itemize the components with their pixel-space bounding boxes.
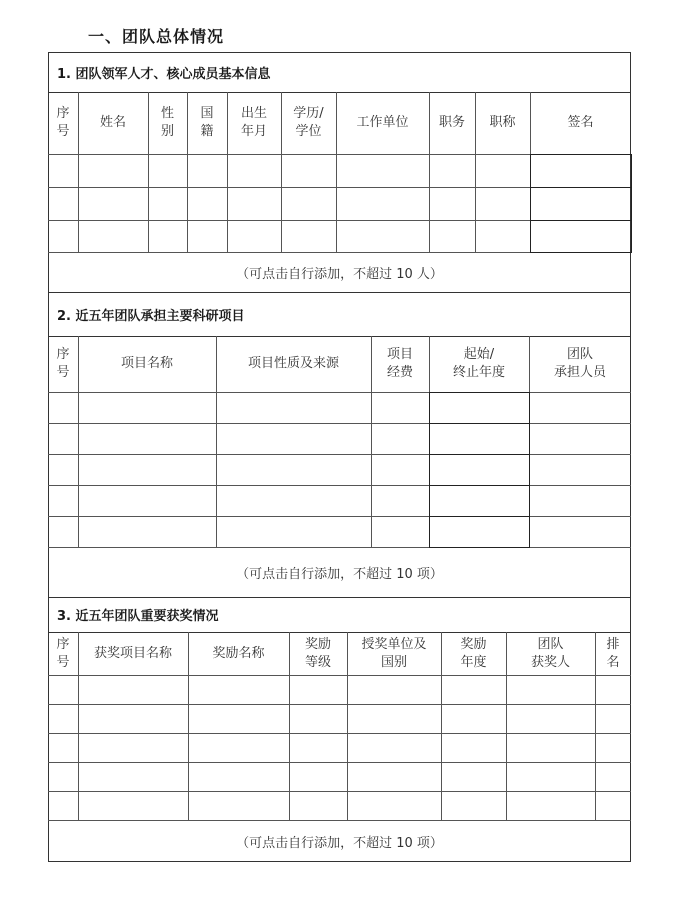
table-cell-field[interactable]	[529, 392, 631, 423]
section-2-title: 2. 近五年团队承担主要科研项目	[57, 308, 245, 324]
table-cell-field[interactable]	[48, 762, 78, 791]
table-cell-field[interactable]	[506, 675, 595, 704]
table-cell-field[interactable]	[595, 762, 631, 791]
table-cell-field[interactable]	[475, 220, 530, 252]
column-header: 出生 年月	[240, 106, 267, 139]
table-cell-field[interactable]	[78, 675, 188, 704]
table-cell-field[interactable]	[506, 704, 595, 733]
table-cell-field[interactable]	[289, 675, 347, 704]
table-cell-field[interactable]	[48, 733, 78, 762]
table-cell-field[interactable]	[188, 675, 289, 704]
column-header: 序 号	[56, 106, 70, 139]
table-cell-field[interactable]	[48, 187, 78, 220]
column-header: 姓名	[99, 115, 126, 130]
section-2-add-row-note[interactable]: （可点击自行添加，不超过 10 项）	[236, 566, 443, 582]
table-cell-field[interactable]	[281, 187, 336, 220]
table-cell-field[interactable]	[187, 220, 227, 252]
table-cell-field[interactable]	[336, 187, 429, 220]
signature-field[interactable]	[530, 187, 632, 221]
table-cell-field[interactable]	[48, 516, 78, 547]
table-cell-field[interactable]	[529, 485, 631, 516]
table-cell-field[interactable]	[506, 791, 595, 820]
column-header: 获奖项目名称	[93, 645, 172, 661]
table-cell-field[interactable]	[371, 423, 429, 454]
section-1-add-row-note[interactable]: （可点击自行添加，不超过 10 人）	[236, 266, 443, 282]
column-header: 奖励 等级	[304, 636, 331, 670]
row-divider	[48, 597, 631, 598]
column-header: 奖励 年度	[460, 636, 487, 670]
table-cell-field[interactable]	[371, 485, 429, 516]
table-cell-field[interactable]	[187, 154, 227, 187]
row-divider	[48, 292, 631, 293]
table-cell-field[interactable]	[227, 154, 281, 187]
year-range-field[interactable]	[429, 392, 530, 424]
table-cell-field[interactable]	[78, 154, 148, 187]
table-cell-field[interactable]	[216, 423, 371, 454]
table-cell-field[interactable]	[529, 516, 631, 547]
table-cell-field[interactable]	[347, 675, 441, 704]
column-header: 工作单位	[356, 115, 409, 130]
table-cell-field[interactable]	[289, 704, 347, 733]
section-3-title: 3. 近五年团队重要获奖情况	[57, 609, 219, 624]
signature-field[interactable]	[530, 154, 632, 188]
table-cell-field[interactable]	[78, 733, 188, 762]
table-cell-field[interactable]	[441, 791, 506, 820]
table-cell-field[interactable]	[78, 187, 148, 220]
table-cell-field[interactable]	[78, 516, 216, 547]
table-cell-field[interactable]	[506, 733, 595, 762]
table-cell-field[interactable]	[595, 704, 631, 733]
table-cell-field[interactable]	[441, 762, 506, 791]
table-cell-field[interactable]	[216, 454, 371, 485]
column-header: 排 名	[606, 636, 620, 670]
table-cell-field[interactable]	[529, 423, 631, 454]
table-cell-field[interactable]	[188, 762, 289, 791]
table-cell-field[interactable]	[336, 220, 429, 252]
table-cell-field[interactable]	[347, 733, 441, 762]
table-cell-field[interactable]	[48, 423, 78, 454]
table-cell-field[interactable]	[148, 220, 187, 252]
table-cell-field[interactable]	[289, 733, 347, 762]
table-cell-field[interactable]	[347, 791, 441, 820]
table-cell-field[interactable]	[336, 154, 429, 187]
column-header: 序 号	[56, 636, 70, 670]
table-cell-field[interactable]	[529, 454, 631, 485]
table-cell-field[interactable]	[595, 675, 631, 704]
table-cell-field[interactable]	[475, 187, 530, 220]
column-header: 学历/ 学位	[293, 106, 324, 139]
table-cell-field[interactable]	[429, 187, 475, 220]
table-cell-field[interactable]	[227, 187, 281, 220]
table-cell-field[interactable]	[227, 220, 281, 252]
table-cell-field[interactable]	[78, 485, 216, 516]
table-cell-field[interactable]	[347, 762, 441, 791]
table-cell-field[interactable]	[216, 516, 371, 547]
column-header: 性 别	[160, 106, 174, 139]
table-cell-field[interactable]	[78, 423, 216, 454]
table-cell-field[interactable]	[48, 791, 78, 820]
table-cell-field[interactable]	[78, 791, 188, 820]
table-cell-field[interactable]	[216, 392, 371, 423]
table-cell-field[interactable]	[429, 154, 475, 187]
table-cell-field[interactable]	[371, 516, 429, 547]
section-1-title: 1. 团队领军人才、核心成员基本信息	[57, 66, 271, 82]
column-header: 团队 获奖人	[530, 636, 570, 670]
column-header: 职务	[438, 115, 465, 130]
table-cell-field[interactable]	[281, 220, 336, 252]
section-3-add-row-note[interactable]: （可点击自行添加，不超过 10 项）	[236, 835, 443, 851]
year-range-field[interactable]	[429, 454, 530, 486]
column-header: 项目名称	[120, 356, 173, 371]
column-header: 签名	[567, 115, 594, 130]
table-cell-field[interactable]	[289, 791, 347, 820]
table-cell-field[interactable]	[48, 675, 78, 704]
column-header: 国 籍	[200, 106, 214, 139]
table-cell-field[interactable]	[48, 154, 78, 187]
table-cell-field[interactable]	[216, 485, 371, 516]
table-cell-field[interactable]	[475, 154, 530, 187]
year-range-field[interactable]	[429, 423, 530, 455]
table-cell-field[interactable]	[78, 220, 148, 252]
table-cell-field[interactable]	[347, 704, 441, 733]
table-cell-field[interactable]	[48, 704, 78, 733]
year-range-field[interactable]	[429, 516, 530, 548]
column-header: 项目性质及来源	[247, 356, 339, 371]
column-header: 项目 经费	[386, 347, 413, 380]
table-cell-field[interactable]	[595, 733, 631, 762]
table-cell-field[interactable]	[595, 791, 631, 820]
table-cell-field[interactable]	[441, 675, 506, 704]
table-cell-field[interactable]	[78, 392, 216, 423]
table-cell-field[interactable]	[506, 762, 595, 791]
table-cell-field[interactable]	[78, 704, 188, 733]
table-cell-field[interactable]	[188, 733, 289, 762]
table-cell-field[interactable]	[48, 454, 78, 485]
table-cell-field[interactable]	[441, 704, 506, 733]
year-range-field[interactable]	[429, 485, 530, 517]
table-cell-field[interactable]	[441, 733, 506, 762]
table-cell-field[interactable]	[148, 187, 187, 220]
table-cell-field[interactable]	[48, 220, 78, 252]
table-cell-field[interactable]	[187, 187, 227, 220]
table-cell-field[interactable]	[281, 154, 336, 187]
table-cell-field[interactable]	[289, 762, 347, 791]
column-header: 序 号	[56, 347, 70, 380]
table-cell-field[interactable]	[48, 392, 78, 423]
table-cell-field[interactable]	[78, 762, 188, 791]
column-header: 职称	[489, 115, 516, 130]
column-header: 团队 承担人员	[553, 347, 606, 380]
column-header: 授奖单位及 国别	[361, 636, 427, 670]
table-cell-field[interactable]	[188, 791, 289, 820]
table-cell-field[interactable]	[429, 220, 475, 252]
table-cell-field[interactable]	[78, 454, 216, 485]
table-cell-field[interactable]	[148, 154, 187, 187]
table-cell-field[interactable]	[188, 704, 289, 733]
column-header: 起始/ 终止年度	[452, 347, 505, 380]
table-cell-field[interactable]	[371, 454, 429, 485]
table-cell-field[interactable]	[48, 485, 78, 516]
page-heading: 一、团队总体情况	[88, 27, 225, 46]
column-header: 奖励名称	[212, 645, 265, 661]
signature-field[interactable]	[530, 220, 632, 253]
table-cell-field[interactable]	[371, 392, 429, 423]
